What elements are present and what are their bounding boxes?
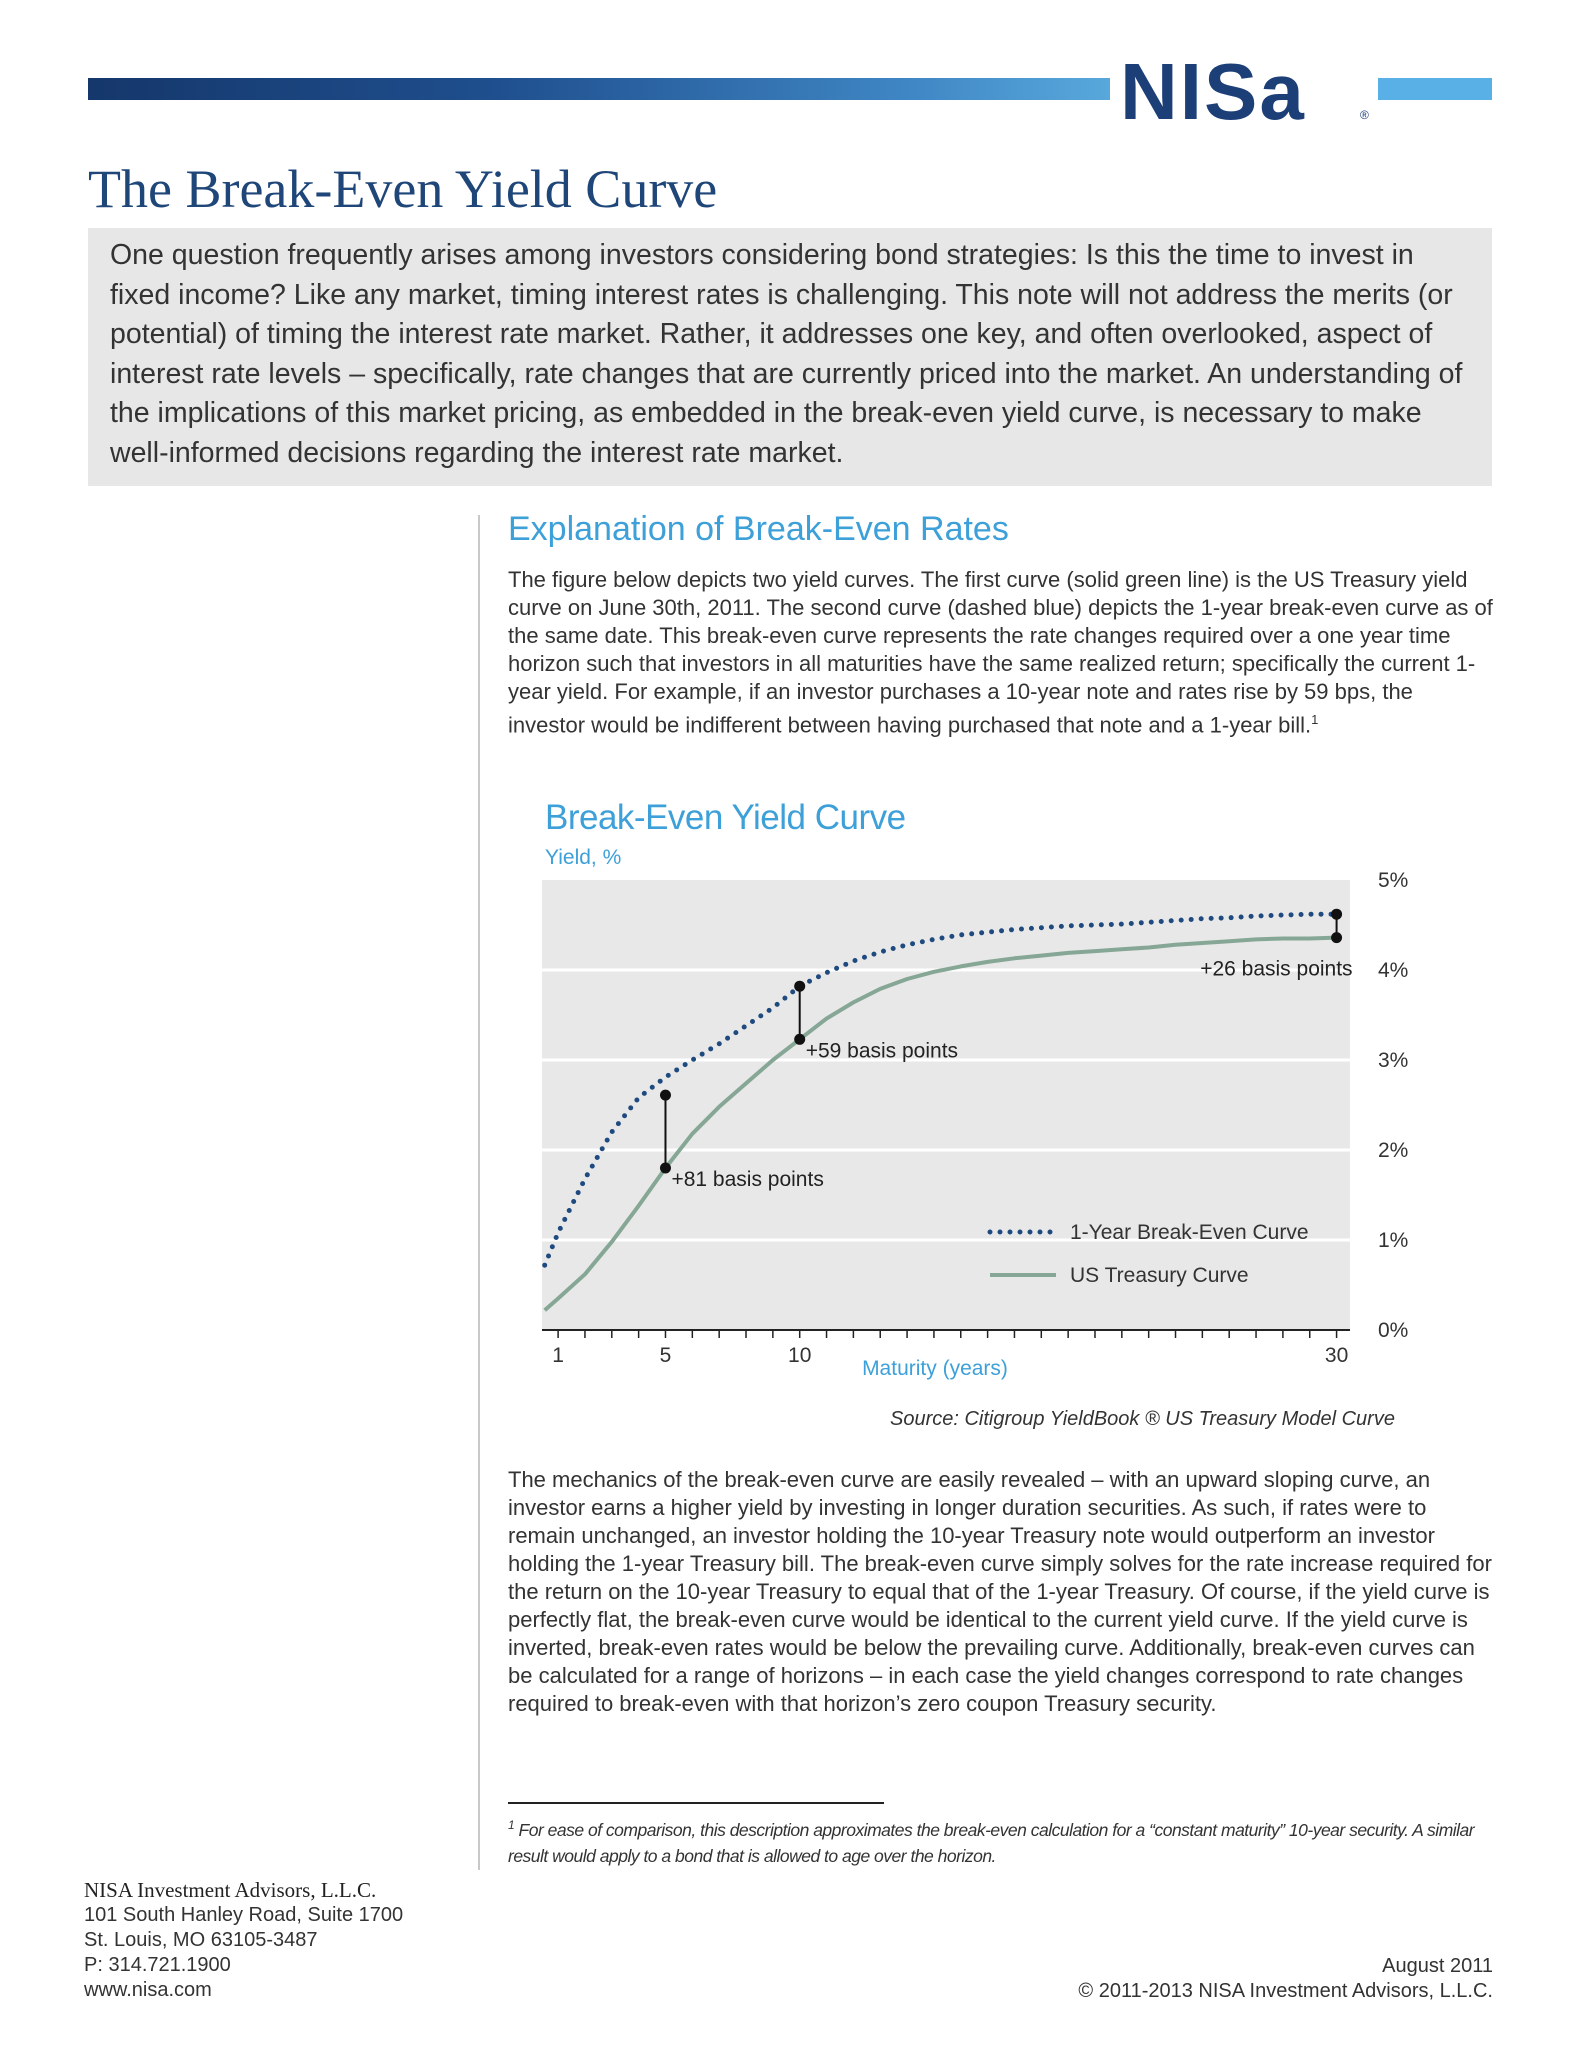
address-line-2: St. Louis, MO 63105-3487 bbox=[84, 1929, 318, 1951]
annotation-dot bbox=[794, 981, 805, 992]
annotation-label: +26 basis points bbox=[1200, 957, 1353, 981]
annotation-label: +59 basis points bbox=[805, 1039, 959, 1063]
header-accent-bar bbox=[1378, 78, 1492, 100]
x-tick-label: 1 bbox=[552, 1344, 564, 1367]
annotation-dot bbox=[660, 1163, 671, 1174]
footnote-mark: 1 bbox=[508, 1818, 515, 1832]
nisa-logo: NISa bbox=[1120, 47, 1306, 136]
annotation-dot bbox=[794, 1034, 805, 1045]
date-block bbox=[1078, 1954, 1493, 2004]
y-tick-label: 4% bbox=[1378, 959, 1409, 982]
website-link[interactable]: www.nisa.com bbox=[84, 1979, 212, 2001]
company-name: NISA Investment Advisors, L.L.C. bbox=[84, 1878, 377, 1902]
column-divider bbox=[478, 515, 480, 1870]
x-tick-label: 5 bbox=[659, 1344, 672, 1367]
phone-number: P: 314.721.1900 bbox=[84, 1954, 231, 1976]
chart-title: Break-Even Yield Curve bbox=[545, 798, 906, 837]
footnote-text: For ease of comparison, this description approximates the break-even calculation for a “constant maturity” 10-year security. A similar result would apply to a bond that is allowed to age over the horizon. bbox=[508, 1819, 1475, 1866]
y-tick-label: 1% bbox=[1378, 1229, 1409, 1252]
annotation-dot bbox=[660, 1090, 671, 1101]
y-tick-label: 3% bbox=[1378, 1049, 1409, 1072]
publication-date: August 2011 bbox=[1382, 1955, 1493, 1977]
address-block bbox=[84, 1878, 403, 2003]
intro-text: One question frequently arises among investors considering bond strategies: Is this the time to invest in fixed income? Like any market, timing interest rates is challenging. This note will not address the merits (or potential) of timing the interest rate market. Rather, it addresses one key, and often overlooked, aspect of interest rate levels – specifically, rate changes that are currently priced into the market. An understanding of the implications of this market pricing, as embedded in the break-even yield curve, is necessary to make well-informed decisions regarding the interest rate market. bbox=[110, 239, 1463, 469]
x-tick-label: 10 bbox=[788, 1344, 812, 1367]
header-gradient-bar bbox=[88, 78, 1110, 100]
y-tick-label: 0% bbox=[1378, 1319, 1409, 1342]
footnote-ref: 1 bbox=[1311, 712, 1319, 727]
explanation-paragraph bbox=[508, 566, 1493, 739]
legend-breakeven-label: 1-Year Break-Even Curve bbox=[1070, 1221, 1309, 1244]
section-heading: Explanation of Break-Even Rates bbox=[508, 510, 1009, 548]
break-even-chart bbox=[500, 860, 1440, 1400]
mechanics-paragraph: The mechanics of the break-even curve are easily revealed – with an upward sloping curve, an investor earns a higher yield by investing in longer duration securities. As such, if rates were to remain unchanged, an investor holding the 10-year Treasury note would outperform an investor holding the 1-year Treasury bill. The break-even curve simply solves for the rate increase required for the return on the 10-year Treasury to equal that of the 1-year Treasury. Of course, if the yield curve is perfectly flat, the break-even curve would be identical to the current yield curve. If the yield curve is inverted, break-even rates would be below the prevailing curve. Additionally, break-even curves can be calculated for a range of horizons – in each case the yield changes correspond to rate changes required to break-even with that horizon’s zero coupon Treasury security. bbox=[508, 1467, 1492, 1716]
footnote bbox=[508, 1812, 1498, 1869]
explanation-text: The figure below depicts two yield curves. The first curve (solid green line) is the US Treasury yield curve on June 30th, 2011. The second curve (dashed blue) depicts the 1-year break-even curve as of the same date. This break-even curve represents the rate changes required over a one year time horizon such that investors in all maturities have the same realized return; specifically the current 1-year yield. For example, if an investor purchases a 10-year note and rates rise by 59 bps, the investor would be indifferent between having purchased that note and a 1-year bill. bbox=[508, 567, 1493, 738]
y-tick-label: 2% bbox=[1378, 1139, 1409, 1162]
x-tick-label: 30 bbox=[1324, 1344, 1349, 1367]
chart-source: Source: Citigroup YieldBook ® US Treasury Model Curve bbox=[890, 1408, 1395, 1430]
footnote-rule bbox=[508, 1802, 884, 1804]
logo-registered-mark: ® bbox=[1360, 108, 1369, 122]
y-tick-label: 5% bbox=[1378, 869, 1409, 892]
address-line-1: 101 South Hanley Road, Suite 1700 bbox=[84, 1904, 404, 1926]
y-tick-labels bbox=[1378, 869, 1408, 1342]
plot-background bbox=[542, 880, 1353, 1330]
page-title: The Break-Even Yield Curve bbox=[88, 159, 718, 219]
copyright: © 2011-2013 NISA Investment Advisors, L.L.C. bbox=[1078, 1980, 1493, 2002]
annotation-label: +81 basis points bbox=[671, 1168, 824, 1191]
chart-y-axis-label: Yield, % bbox=[545, 846, 622, 869]
chart-x-axis-label: Maturity (years) bbox=[862, 1357, 1008, 1380]
annotation-dot bbox=[1331, 909, 1342, 920]
legend-treasury-label: US Treasury Curve bbox=[1070, 1264, 1249, 1287]
annotation-dot bbox=[1331, 932, 1342, 943]
